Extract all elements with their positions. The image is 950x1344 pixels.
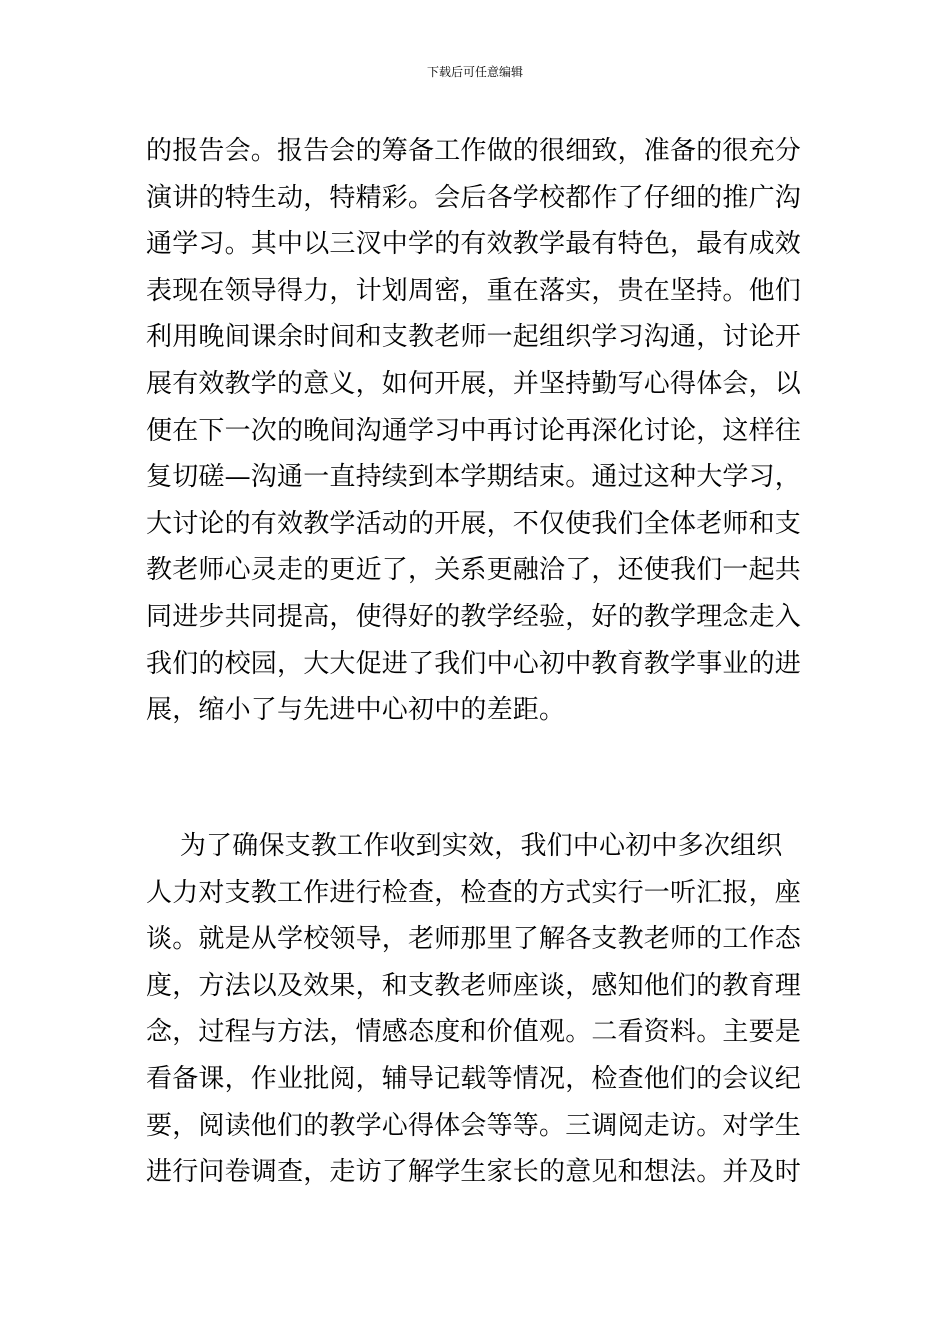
text-line: 看备课，作业批阅，辅导记载等情况，检查他们的会议纪 xyxy=(146,1063,802,1094)
text-line: 进行问卷调查，走访了解学生家长的意见和想法。并及时 xyxy=(146,1157,802,1188)
text-line: 的报告会。报告会的筹备工作做的很细致，准备的很充分 xyxy=(146,136,802,166)
text-line: 要，阅读他们的教学心得体会等等。三调阅走访。对学生 xyxy=(146,1110,802,1141)
paragraph-2 xyxy=(146,823,810,1196)
text-line: 展有效教学的意义，如何开展，并坚持勤写心得体会，以 xyxy=(146,368,802,399)
text-line: 便在下一次的晚间沟通学习中再讨论再深化讨论，这样往 xyxy=(146,415,802,446)
text-line: 教老师心灵走的更近了，关系更融洽了，还使我们一起共 xyxy=(146,555,802,586)
text-line: 展，缩小了与先进中心初中的差距。 xyxy=(146,695,566,726)
text-line: 同进步共同提高，使得好的教学经验，好的教学理念走入 xyxy=(146,601,802,632)
text-line: 为了确保支教工作收到实效，我们中心初中多次组织 xyxy=(146,831,783,861)
text-line: 我们的校园，大大促进了我们中心初中教育教学事业的进 xyxy=(146,648,802,679)
paragraph-1 xyxy=(146,128,810,734)
text-line: 谈。就是从学校领导，老师那里了解各支教老师的工作态 xyxy=(146,924,802,955)
text-line: 人力对支教工作进行检查，检查的方式实行一听汇报，座 xyxy=(146,877,802,908)
text-line: 复切磋—沟通一直持续到本学期结束。通过这种大学习， xyxy=(146,462,802,493)
text-line: 念，过程与方法，情感态度和价值观。二看资料。主要是 xyxy=(146,1017,802,1048)
text-line: 利用晚间课余时间和支教老师一起组织学习沟通，讨论开 xyxy=(146,322,802,353)
text-line: 度，方法以及效果，和支教老师座谈，感知他们的教育理 xyxy=(146,970,802,1001)
text-line: 演讲的特生动，特精彩。会后各学校都作了仔细的推广沟 xyxy=(146,182,802,213)
header-note: 下载后可任意编辑 xyxy=(426,65,523,79)
text-line: 通学习。其中以三汊中学的有效教学最有特色，最有成效 xyxy=(146,229,802,260)
text-line: 表现在领导得力，计划周密，重在落实，贵在坚持。他们 xyxy=(146,275,802,306)
text-line: 大讨论的有效教学活动的开展，不仅使我们全体老师和支 xyxy=(146,508,802,539)
